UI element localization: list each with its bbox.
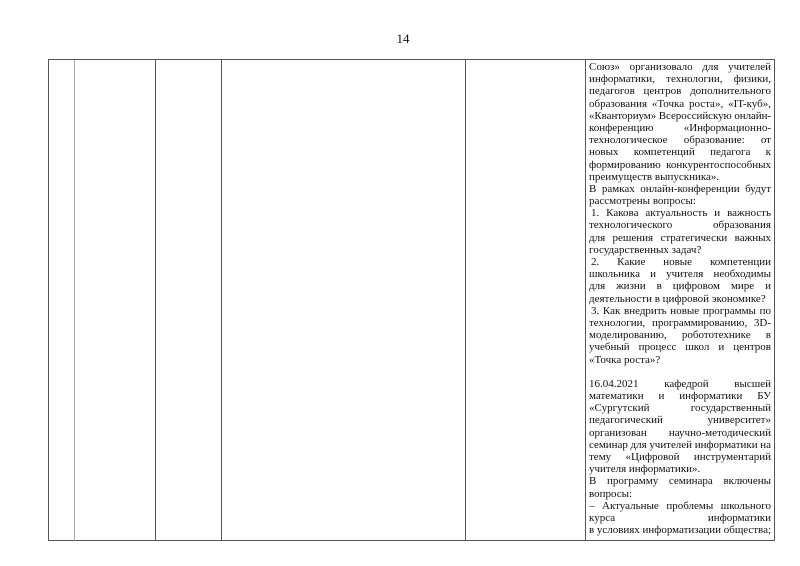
text-line-content: организован научно-методический	[589, 426, 771, 439]
text-line-content: вопросы:	[589, 487, 633, 500]
text-line	[589, 219, 772, 231]
text-line	[589, 171, 772, 183]
text-line-content: тему «Цифровой инструментарий	[589, 451, 771, 463]
text-line-content: рассмотрены вопросы:	[589, 195, 696, 208]
text-line-content: для решения стратегически важных	[589, 231, 771, 244]
text-line	[589, 293, 772, 305]
text-line	[589, 439, 772, 451]
text-line	[589, 451, 772, 463]
text-line	[589, 341, 772, 353]
text-line-content: в условиях информатизации общества;	[589, 524, 771, 537]
text-line-content: образования «Точка роста», «IT-куб»,	[589, 97, 771, 110]
text-line	[589, 317, 772, 329]
text-line	[589, 159, 772, 171]
text-line	[589, 195, 772, 207]
text-line	[589, 366, 772, 378]
text-line-content: новых компетенций педагога к	[589, 146, 771, 159]
table-bottom-border	[48, 540, 775, 541]
text-line	[589, 61, 772, 73]
text-line-content: курса информатики	[589, 511, 771, 524]
text-line	[589, 183, 772, 195]
column-divider	[221, 60, 222, 541]
text-line-content: формированию конкурентоспособных	[589, 158, 771, 171]
page-number: 14	[396, 31, 410, 46]
text-line	[589, 85, 772, 97]
text-line-content: школьника и учителя необходимы	[589, 268, 771, 281]
column-divider	[774, 60, 775, 541]
text-line	[589, 427, 772, 439]
text-line-content: «Сургутский государственный	[589, 402, 771, 415]
text-line	[589, 110, 772, 122]
text-line-content: технологии, программированию, 3D-	[589, 316, 771, 329]
text-line-content: В рамках онлайн-конференции будут	[589, 182, 771, 195]
text-line-content	[589, 366, 592, 378]
text-line	[589, 305, 772, 317]
text-line-content: педагогов центров дополнительного	[589, 85, 772, 98]
text-line-content: технологического образования	[589, 219, 771, 232]
text-line	[589, 488, 772, 500]
text-line-content: – Актуальные проблемы школьного	[589, 499, 771, 512]
text-line-content: учителя информатики».	[589, 463, 701, 476]
text-line	[589, 512, 772, 524]
table-cell-description	[589, 61, 772, 536]
text-line	[589, 146, 772, 158]
text-line	[589, 414, 772, 426]
text-line-content: семинар для учителей информатики на	[589, 438, 771, 451]
text-line	[589, 402, 772, 414]
text-line-content: учебный процесс школ и центров	[589, 341, 771, 354]
text-line-content: 2. Какие новые компетенции	[591, 256, 771, 268]
text-line	[589, 244, 772, 256]
text-line	[589, 475, 772, 487]
text-line-content: «Точка роста»?	[589, 353, 661, 366]
text-line-content: конференцию «Информационно-	[589, 121, 771, 134]
text-line-content: моделированию, робототехнике в	[589, 329, 771, 342]
text-line	[589, 232, 772, 244]
column-divider	[155, 60, 156, 541]
text-line	[589, 390, 772, 402]
text-line	[589, 524, 772, 536]
text-line-content: преимуществ выпускника».	[589, 170, 720, 183]
text-line	[589, 329, 772, 341]
text-line	[589, 463, 772, 475]
table-top-border	[48, 59, 775, 60]
text-line-content: технологическое образование: от	[589, 134, 771, 147]
column-divider	[465, 60, 466, 541]
column-divider	[48, 60, 49, 541]
text-line	[589, 98, 772, 110]
text-line	[589, 280, 772, 292]
text-line	[589, 500, 772, 512]
text-line	[589, 73, 772, 85]
text-line-content: для жизни в цифровом мире и	[589, 280, 771, 293]
text-line-content: В программу семинара включены	[589, 475, 771, 488]
text-line-content: «Кванториум» Всероссийскую онлайн-	[589, 109, 772, 122]
text-line	[589, 268, 772, 280]
column-divider	[74, 60, 75, 541]
text-line	[589, 122, 772, 134]
text-line	[589, 207, 772, 219]
text-line-content: 3. Как внедрить новые программы по	[591, 304, 771, 317]
text-line	[589, 256, 772, 268]
text-line-content: государственных задач?	[589, 243, 702, 256]
text-line-content: деятельности в цифровой экономике?	[589, 292, 766, 305]
text-line-content: педагогический университет»	[589, 414, 771, 427]
column-divider	[585, 60, 586, 541]
text-line-content: Союз» организовало для учителей	[589, 61, 771, 73]
text-line-content: математики и информатики БУ	[589, 390, 772, 403]
text-line-content: 1. Какова актуальность и важность	[591, 207, 771, 220]
text-line-content: информатики, технологии, физики,	[589, 73, 771, 86]
text-line	[589, 134, 772, 146]
text-line	[589, 354, 772, 366]
text-line-content: 16.04.2021 кафедрой высшей	[589, 377, 771, 390]
text-line	[589, 378, 772, 390]
